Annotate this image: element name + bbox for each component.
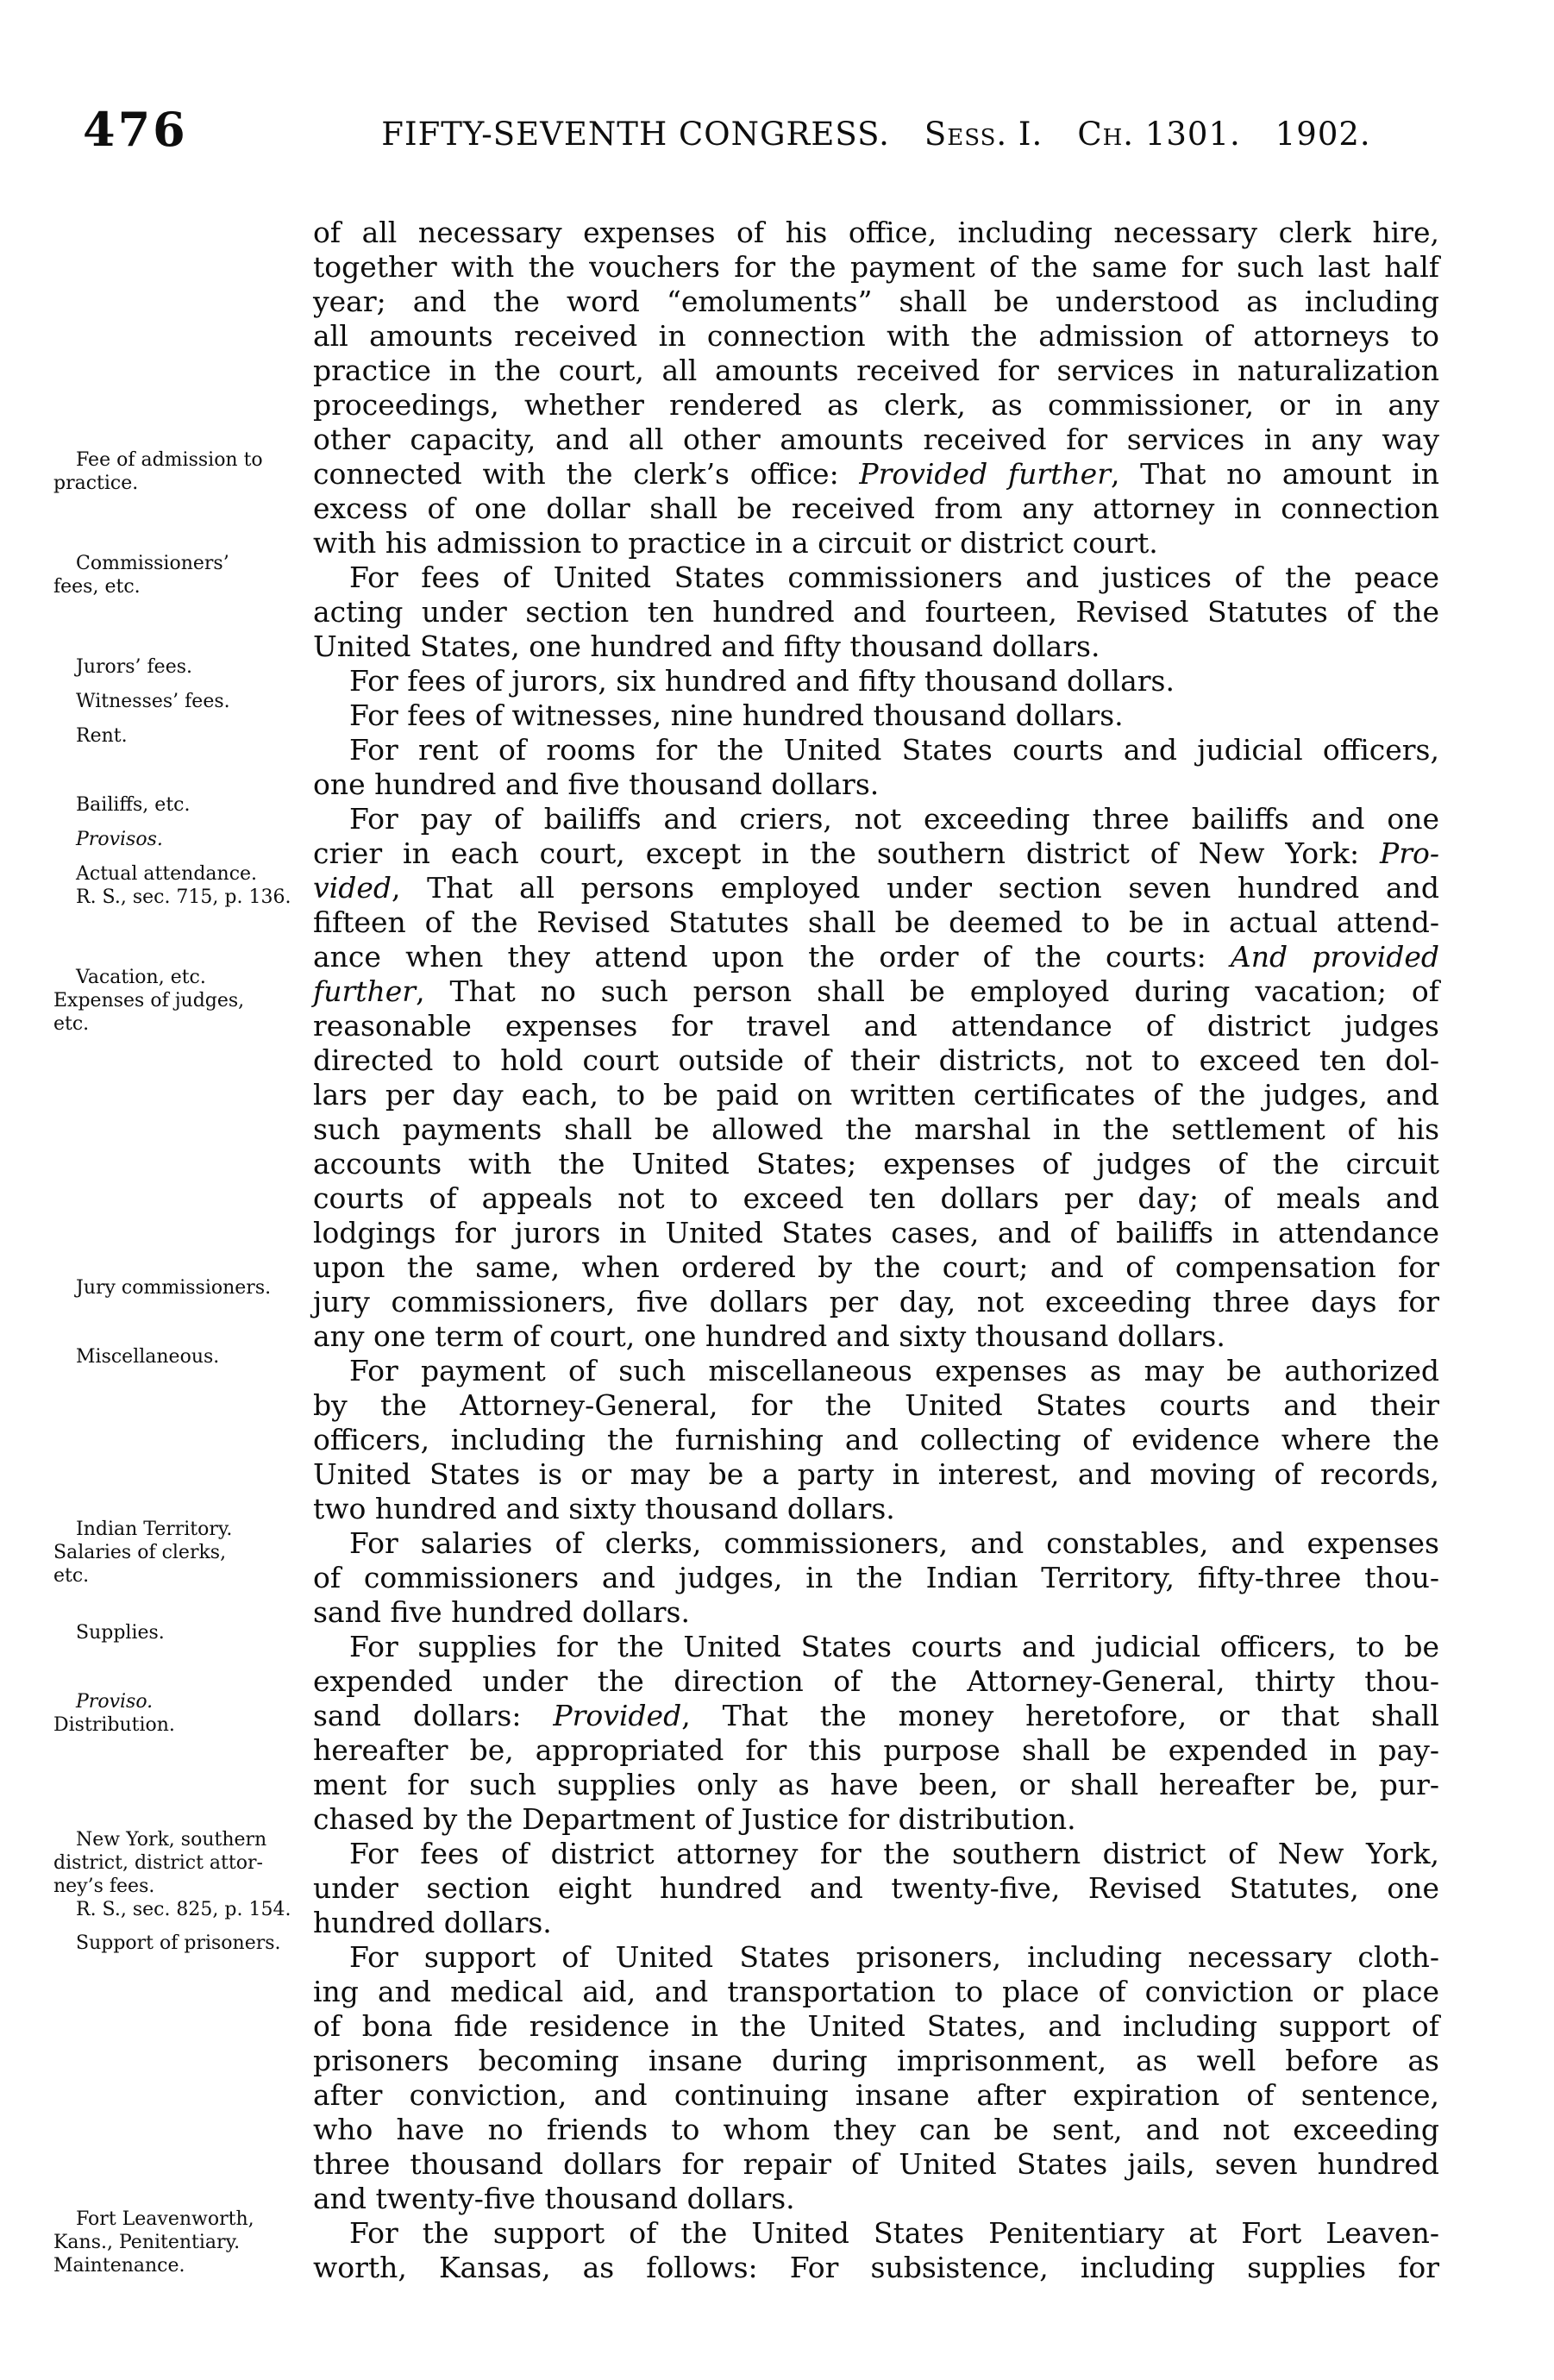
body-text-line: For payment of such miscellaneous expenses as may be authorized <box>349 1354 1439 1387</box>
margin-note <box>53 690 309 713</box>
margin-note <box>53 724 309 748</box>
body-text-line: officers, including the furnishing and collecting of evidence where the <box>313 1423 1439 1456</box>
body-column <box>313 216 1439 2285</box>
body-text-line: and twenty-five thousand dollars. <box>313 2182 795 2215</box>
body-text-line: of commissioners and judges, in the Indian Territory, fifty-three thou- <box>313 1561 1439 1594</box>
margin-note-line: Provisos. <box>76 829 163 850</box>
page-number: 476 <box>83 102 188 157</box>
body-text-line: crier in each court, except in the southern district of New York: Pro- <box>313 836 1439 870</box>
body-text-line: by the Attorney-General, for the United States courts and their <box>313 1388 1439 1422</box>
margin-note <box>53 552 309 598</box>
body-text-line: such payments shall be allowed the marshal in the settlement of his <box>313 1112 1439 1146</box>
margin-note-line: Miscellaneous. <box>76 1346 220 1368</box>
body-text-line: directed to hold court outside of their districts, not to exceed ten dol- <box>313 1043 1439 1077</box>
body-text-line: sand dollars: Provided, That the money heretofore, or that shall <box>313 1699 1439 1732</box>
margin-note-line: Fee of admission to <box>76 449 263 471</box>
running-header <box>313 116 1439 153</box>
margin-note-line: Proviso. <box>76 1691 154 1713</box>
body-text-line: For fees of witnesses, nine hundred thousand dollars. <box>349 698 1124 732</box>
margin-note <box>53 966 309 1036</box>
body-text-line: prisoners becoming insane during imprisonment, as well before as <box>313 2044 1439 2077</box>
body-text-line: chased by the Department of Justice for distribution. <box>313 1802 1076 1836</box>
margin-note-line: Supplies. <box>76 1622 165 1644</box>
margin-note <box>53 1345 309 1368</box>
margin-note-line: R. S., sec. 825, p. 154. <box>76 1899 291 1920</box>
body-text-line: reasonable expenses for travel and attendance of district judges <box>313 1009 1439 1043</box>
margin-note-line: Maintenance. <box>53 2255 185 2277</box>
margin-note-line: Expenses of judges, <box>53 990 245 1012</box>
body-text-line: For supplies for the United States courts and judicial officers, to be <box>349 1630 1439 1663</box>
body-text-line: ance when they attend upon the order of the courts: And provided <box>313 940 1439 974</box>
body-text-line: lodgings for jurors in United States cases, and of bailiffs in attendance <box>313 1216 1439 1250</box>
body-text-line: with his admission to practice in a circuit or district court. <box>313 526 1158 560</box>
body-text-line: further, That no such person shall be employed during vacation; of <box>313 974 1439 1008</box>
body-text-line: lars per day each, to be paid on written certificates of the judges, and <box>313 1078 1439 1112</box>
header-congress: FIFTY-SEVENTH CONGRESS. <box>381 116 890 153</box>
margin-note-line: fees, etc. <box>53 576 141 598</box>
body-text-line: worth, Kansas, as follows: For subsistence, including supplies for <box>313 2251 1439 2284</box>
margin-notes-column <box>53 0 309 2380</box>
body-text-line: connected with the clerk’s office: Provided further, That no amount in <box>313 457 1439 491</box>
body-text-line: For fees of jurors, six hundred and fifty thousand dollars. <box>349 664 1175 698</box>
body-text-line: United States is or may be a party in interest, and moving of records, <box>313 1457 1439 1491</box>
margin-note <box>53 1932 309 1955</box>
margin-note-line: R. S., sec. 715, p. 136. <box>76 886 291 908</box>
body-text-line: ment for such supplies only as have been, or shall hereafter be, pur- <box>313 1768 1439 1801</box>
margin-note-line: Jurors’ fees. <box>76 656 193 678</box>
body-text-line: three thousand dollars for repair of United States jails, seven hundred <box>313 2147 1439 2181</box>
margin-note-line: Support of prisoners. <box>76 1932 281 1954</box>
body-text-line: after conviction, and continuing insane after expiration of sentence, <box>313 2078 1439 2112</box>
body-text-line: sand five hundred dollars. <box>313 1595 690 1629</box>
header-session: Sess. I. <box>924 116 1043 153</box>
body-text-line: For support of United States prisoners, including necessary cloth- <box>349 1940 1439 1974</box>
margin-note-line: Distribution. <box>53 1714 175 1736</box>
margin-note-line: etc. <box>53 1013 90 1035</box>
header-chapter: Ch. 1301. <box>1077 116 1241 153</box>
margin-note-line: Commissioners’ <box>76 553 229 574</box>
body-text-line: accounts with the United States; expenses of judges of the circuit <box>313 1147 1439 1181</box>
body-text-line: proceedings, whether rendered as clerk, as commissioner, or in any <box>313 388 1439 422</box>
margin-note-line: Salaries of clerks, <box>53 1542 227 1563</box>
margin-note <box>53 1621 309 1644</box>
margin-note-line: Vacation, etc. <box>76 967 206 988</box>
body-text-line: any one term of court, one hundred and sixty thousand dollars. <box>313 1319 1225 1353</box>
body-text-line: of bona fide residence in the United States, and including support of <box>313 2009 1439 2043</box>
margin-note-line: Actual attendance. <box>76 863 258 885</box>
margin-note-line: Fort Leavenworth, <box>76 2208 254 2230</box>
body-text-line: expended under the direction of the Attorney-General, thirty thou- <box>313 1664 1439 1698</box>
margin-note <box>53 862 309 909</box>
margin-note-line: etc. <box>53 1565 90 1587</box>
body-text-line: fifteen of the Revised Statutes shall be deemed to be in actual attend- <box>313 905 1439 939</box>
margin-note-line: Indian Territory. <box>76 1519 233 1540</box>
body-text-line: excess of one dollar shall be received from any attorney in connection <box>313 492 1439 525</box>
margin-note <box>53 1690 309 1737</box>
margin-note <box>53 793 309 817</box>
body-text-line: vided, That all persons employed under section seven hundred and <box>313 871 1439 905</box>
body-text-line: other capacity, and all other amounts received for services in any way <box>313 423 1439 456</box>
margin-note <box>53 2208 309 2277</box>
body-text-line: of all necessary expenses of his office, including necessary clerk hire, <box>313 216 1439 249</box>
margin-note-line: district, district attor- <box>53 1852 263 1874</box>
margin-note <box>53 1828 309 1921</box>
body-text-line: For rent of rooms for the United States courts and judicial officers, <box>349 733 1439 767</box>
margin-note <box>53 1276 309 1300</box>
body-text-line: courts of appeals not to exceed ten dollars per day; of meals and <box>313 1181 1439 1215</box>
body-text-line: For the support of the United States Penitentiary at Fort Leaven- <box>349 2216 1439 2250</box>
margin-note <box>53 828 309 851</box>
body-text-line: United States, one hundred and fifty thousand dollars. <box>313 629 1100 663</box>
margin-note <box>53 448 309 495</box>
body-text-line: For pay of bailiffs and criers, not exceeding three bailiffs and one <box>349 802 1439 836</box>
margin-note-line: ney’s fees. <box>53 1876 155 1897</box>
body-text-line: year; and the word “emoluments” shall be understood as including <box>313 285 1439 318</box>
body-text-line: hundred dollars. <box>313 1906 552 1939</box>
margin-note-line: Kans., Penitentiary. <box>53 2232 241 2253</box>
body-text-line: ing and medical aid, and transportation to place of conviction or place <box>313 1975 1439 2008</box>
body-text-line: under section eight hundred and twenty-five, Revised Statutes, one <box>313 1871 1439 1905</box>
body-text-line: acting under section ten hundred and fourteen, Revised Statutes of the <box>313 595 1439 629</box>
body-text-line: For salaries of clerks, commissioners, and constables, and expenses <box>349 1526 1439 1560</box>
body-text-line: For fees of United States commissioners and justices of the peace <box>349 561 1439 594</box>
body-text-line: two hundred and sixty thousand dollars. <box>313 1492 895 1525</box>
body-text-line: who have no friends to whom they can be sent, and not exceeding <box>313 2113 1439 2146</box>
margin-note-line: Witnesses’ fees. <box>76 691 230 712</box>
body-text-line: together with the vouchers for the payment of the same for such last half <box>313 250 1439 284</box>
margin-note-line: Bailiffs, etc. <box>76 794 191 816</box>
margin-note-line: Rent. <box>76 725 128 747</box>
body-text-line: For fees of district attorney for the southern district of New York, <box>349 1837 1439 1870</box>
margin-note-line: Jury commissioners. <box>76 1277 272 1299</box>
header-year: 1902. <box>1275 116 1371 153</box>
body-text-line: jury commissioners, five dollars per day, not exceeding three days for <box>313 1285 1439 1318</box>
margin-note-line: practice. <box>53 473 139 494</box>
body-text-line: all amounts received in connection with the admission of attorneys to <box>313 319 1439 353</box>
margin-note <box>53 1518 309 1588</box>
margin-note-line: New York, southern <box>76 1829 267 1851</box>
body-text-line: upon the same, when ordered by the court; and of compensation for <box>313 1250 1439 1284</box>
body-text-line: hereafter be, appropriated for this purpose shall be expended in pay- <box>313 1733 1439 1767</box>
body-text-line: one hundred and five thousand dollars. <box>313 767 880 801</box>
margin-note <box>53 655 309 679</box>
body-text-line: practice in the court, all amounts received for services in naturalization <box>313 354 1439 387</box>
